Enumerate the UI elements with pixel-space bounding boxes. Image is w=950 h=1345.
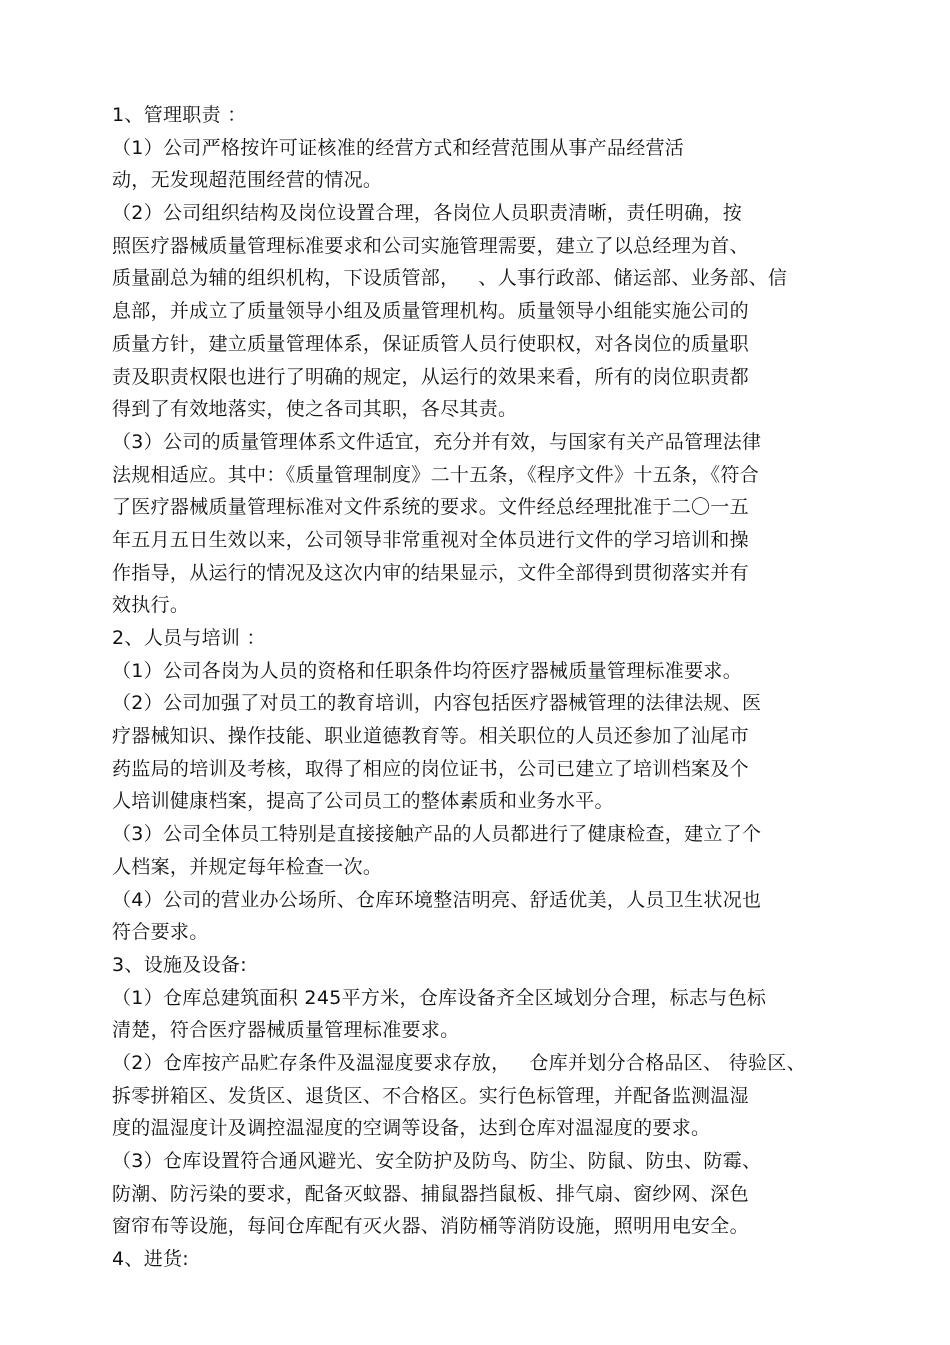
paragraph-line: 得到了有效地落实，使之各司其职，各尽其责。 [112, 398, 518, 421]
paragraph-line: 防潮、防污染的要求，配备灭蚊器、捕鼠器挡鼠板、排气扇、窗纱网、深色 [112, 1182, 749, 1205]
paragraph-line: （1）仓库总建筑面积 245平方米，仓库设备齐全区域划分合理，标志与色标 [112, 986, 767, 1009]
document-body [112, 99, 912, 1276]
paragraph-line: （3）公司全体员工特别是直接接触产品的人员都进行了健康检查，建立了个 [112, 823, 762, 846]
paragraph-line: 法规相适应。其中：《质量管理制度》二十五条，《程序文件》十五条，《符合 [112, 463, 760, 486]
paragraph-line: （2）公司加强了对员工的教育培训，内容包括医疗器械管理的法律法规、医 [112, 692, 762, 715]
paragraph-line: 窗帘布等设施，每间仓库配有灭火器、消防桶等消防设施，照明用电安全。 [112, 1215, 749, 1238]
paragraph-line: 度的温湿度计及调控温湿度的空调等设备，达到仓库对温湿度的要求。 [112, 1117, 711, 1140]
paragraph-line: （3）公司的质量管理体系文件适宜，充分并有效，与国家有关产品管理法律 [112, 430, 762, 453]
paragraph-line: 年五月五日生效以来，公司领导非常重视对全体员进行文件的学习培训和操 [112, 528, 749, 551]
paragraph-line: 动，无发现超范围经营的情况。 [112, 169, 383, 192]
paragraph-line: 符合要求。 [112, 921, 209, 944]
paragraph-line: 人培训健康档案，提高了公司员工的整体素质和业务水平。 [112, 790, 614, 813]
paragraph-line: （3）仓库设置符合通风避光、安全防护及防鸟、防尘、防鼠、防虫、防霉、 [112, 1150, 762, 1172]
paragraph-line: 疗器械知识、操作技能、职业道德教育等。相关职位的人员还参加了汕尾市 [112, 725, 749, 748]
paragraph-line: 清楚，符合医疗器械质量管理标准要求。 [112, 1019, 460, 1042]
section-heading: 3、设施及设备: [112, 953, 247, 976]
paragraph-line: （2）公司组织结构及岗位设置合理，各岗位人员职责清晰，责任明确，按 [112, 202, 742, 225]
paragraph-line: 质量副总为辅的组织机构，下设质管部， 、人事行政部、储运部、业务部、信 [112, 267, 788, 290]
section-heading: 2、人员与培训 ： [112, 627, 266, 649]
paragraph-line: 责及职责权限也进行了明确的规定，从运行的效果来看，所有的岗位职责都 [112, 365, 749, 388]
paragraph-line: （1）公司各岗为人员的资格和任职条件均符医疗器械质量管理标准要求。 [112, 659, 742, 682]
paragraph-line: 效执行。 [112, 594, 190, 617]
paragraph-line: （2）仓库按产品贮存条件及温湿度要求存放， 仓库并划分合格品区、 待验区、 [112, 1051, 806, 1074]
paragraph-line: 药监局的培训及考核，取得了相应的岗位证书，公司已建立了培训档案及个 [112, 757, 749, 780]
section-heading: 1、管理职责 ： [112, 104, 247, 126]
paragraph-line: 作指导，从运行的情况及这次内审的结果显示，文件全部得到贯彻落实并有 [112, 561, 749, 584]
paragraph-line: 了医疗器械质量管理标准对文件系统的要求。文件经总经理批准于二〇一五 [112, 496, 749, 519]
paragraph-line: （1）公司严格按许可证核准的经营方式和经营范围从事产品经营活 [112, 136, 685, 159]
paragraph-line: 质量方针，建立质量管理体系，保证质管人员行使职权，对各岗位的质量职 [112, 332, 749, 355]
paragraph-line: （4）公司的营业办公场所、仓库环境整洁明亮、舒适优美，人员卫生状况也 [112, 888, 762, 911]
section-heading: 4、进货: [112, 1248, 189, 1271]
paragraph-line: 拆零拼箱区、发货区、退货区、不合格区。实行色标管理，并配备监测温湿 [112, 1084, 749, 1107]
paragraph-line: 息部，并成立了质量领导小组及质量管理机构。质量领导小组能实施公司的 [112, 300, 749, 323]
paragraph-line: 人档案，并规定每年检查一次。 [112, 855, 383, 878]
paragraph-line: 照医疗器械质量管理标准要求和公司实施管理需要，建立了以总经理为首、 [112, 234, 749, 257]
